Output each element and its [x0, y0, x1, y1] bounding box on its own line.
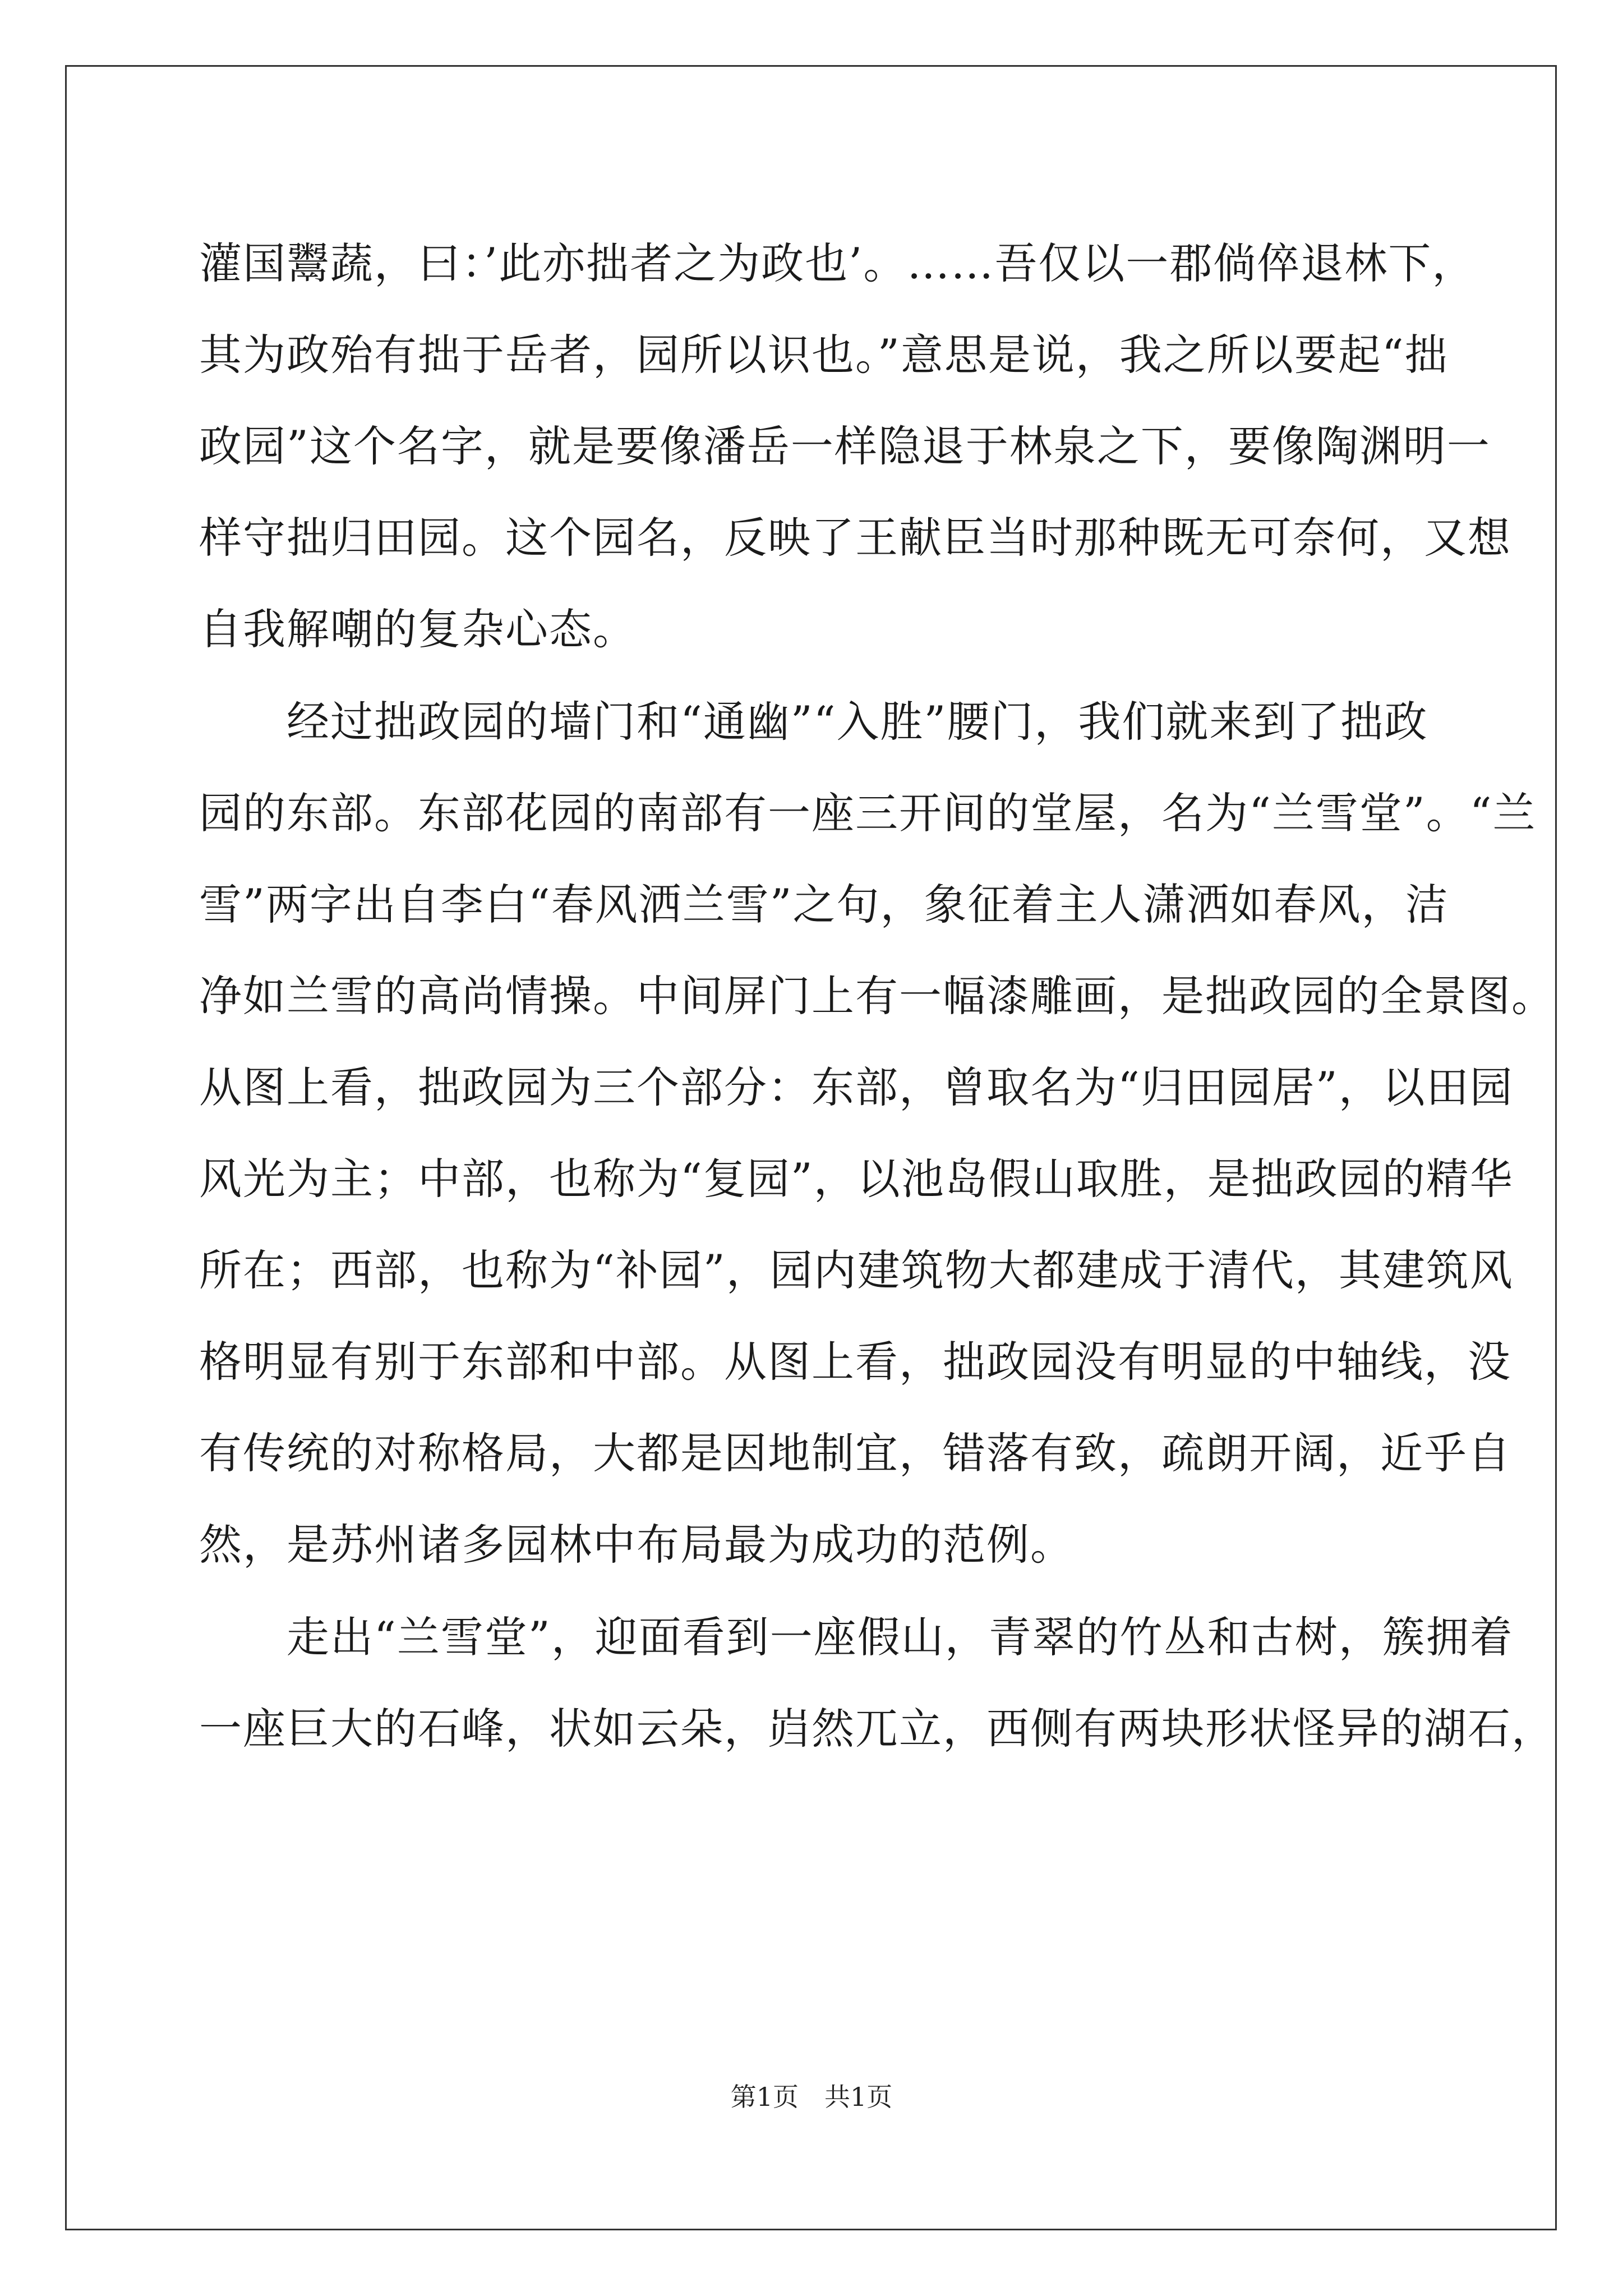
text-line: 净如兰雪的高尚情操。中间屏门上有一幅漆雕画，是拙政园的全景图。 — [199, 971, 1555, 1021]
text-line: 所在；西部，也称为“补园”，园内建筑物大都建成于清代，其建筑风 — [199, 1245, 1514, 1295]
text-line: 自我解嘲的复杂心态。 — [199, 604, 637, 654]
text-line: 经过拙政园的墙门和“通幽”“入胜”腰门，我们就来到了拙政 — [199, 697, 1428, 747]
text-line: 走出“兰雪堂”，迎面看到一座假山，青翠的竹丛和古树，簇拥着 — [199, 1612, 1514, 1662]
text-line: 一座巨大的石峰，状如云朵，岿然兀立，西侧有两块形状怪异的湖石， — [199, 1704, 1555, 1754]
text-line: 政园”这个名字，就是要像潘岳一样隐退于林泉之下，要像陶渊明一 — [199, 421, 1491, 471]
text-line: 灌国鬻蔬，曰：’此亦拙者之为政也’。……吾仅以一郡倘倅退林下， — [199, 238, 1476, 288]
page-border — [65, 65, 1557, 2230]
text-line: 有传统的对称格局，大都是因地制宜，错落有致，疏朗开阔，近乎自 — [199, 1428, 1511, 1478]
text-line: 然，是苏州诸多园林中布局最为成功的范例。 — [199, 1520, 1074, 1570]
text-line: 从图上看，拙政园为三个部分：东部，曾取名为“归田园居”，以田园 — [199, 1062, 1514, 1112]
text-line: 样守拙归田园。这个园名，反映了王献臣当时那种既无可奈何，又想 — [199, 513, 1511, 563]
text-line: 风光为主；中部，也称为“复园”，以池岛假山取胜，是拙政园的精华 — [199, 1154, 1514, 1204]
text-line: 园的东部。东部花园的南部有一座三开间的堂屋，名为“兰雪堂”。“兰 — [199, 788, 1537, 838]
text-line: 雪”两字出自李白“春风洒兰雪”之句，象征着主人潇洒如春风，洁 — [199, 880, 1449, 930]
text-line: 其为政殆有拙于岳者，园所以识也。”意思是说，我之所以要起“拙 — [199, 330, 1449, 380]
text-line: 格明显有别于东部和中部。从图上看，拙政园没有明显的中轴线，没 — [199, 1337, 1511, 1387]
page-footer: 第1页 共1页 — [730, 2082, 893, 2112]
